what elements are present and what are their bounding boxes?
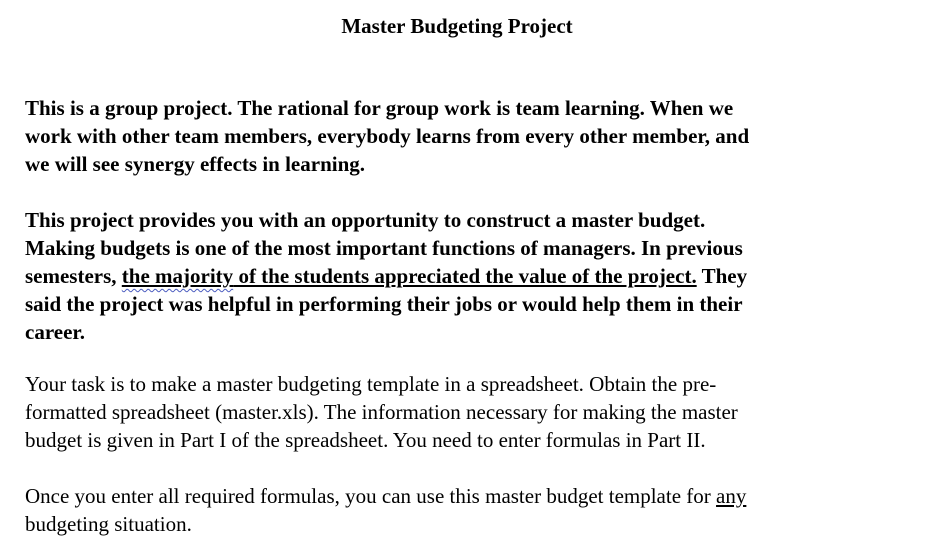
text-run: They (696, 264, 748, 288)
text-run: semesters, (25, 264, 122, 288)
paragraph-line: budgeting situation. (25, 512, 192, 536)
paragraph-line (25, 482, 895, 510)
paragraph-line: Your task is to make a master budgeting template in a spreadsheet. Obtain the pre- (25, 372, 717, 396)
paragraph-line: budget is given in Part I of the spreadsheet. You need to enter formulas in Part II. (25, 428, 706, 452)
underlined-word: any (716, 484, 747, 508)
text-run: of the students appreciated the value of the project. (233, 264, 697, 288)
paragraph-group-project (25, 94, 895, 178)
paragraph-opportunity (25, 206, 895, 346)
text-run: Once you enter all required formulas, you can use this master budget template for (25, 484, 717, 508)
paragraph-template-use (25, 482, 895, 538)
paragraph-line: career. (25, 320, 86, 344)
spellcheck-squiggle: the majority (121, 264, 234, 288)
underlined-phrase (122, 264, 697, 288)
paragraph-line (25, 262, 895, 290)
paragraph-line: said the project was helpful in performing their jobs or would help them in their (25, 292, 743, 316)
paragraph-line: formatted spreadsheet (master.xls). The information necessary for making the master (25, 400, 738, 424)
paragraph-line: This is a group project. The rational for group work is team learning. When we (25, 96, 734, 120)
paragraph-task (25, 370, 895, 454)
paragraph-line: Making budgets is one of the most important functions of managers. In previous (25, 236, 743, 260)
paragraph-line: This project provides you with an opportunity to construct a master budget. (25, 208, 706, 232)
document-title: Master Budgeting Project (341, 14, 573, 38)
paragraph-line: we will see synergy effects in learning. (25, 152, 366, 176)
paragraph-line: work with other team members, everybody learns from every other member, and (25, 124, 750, 148)
